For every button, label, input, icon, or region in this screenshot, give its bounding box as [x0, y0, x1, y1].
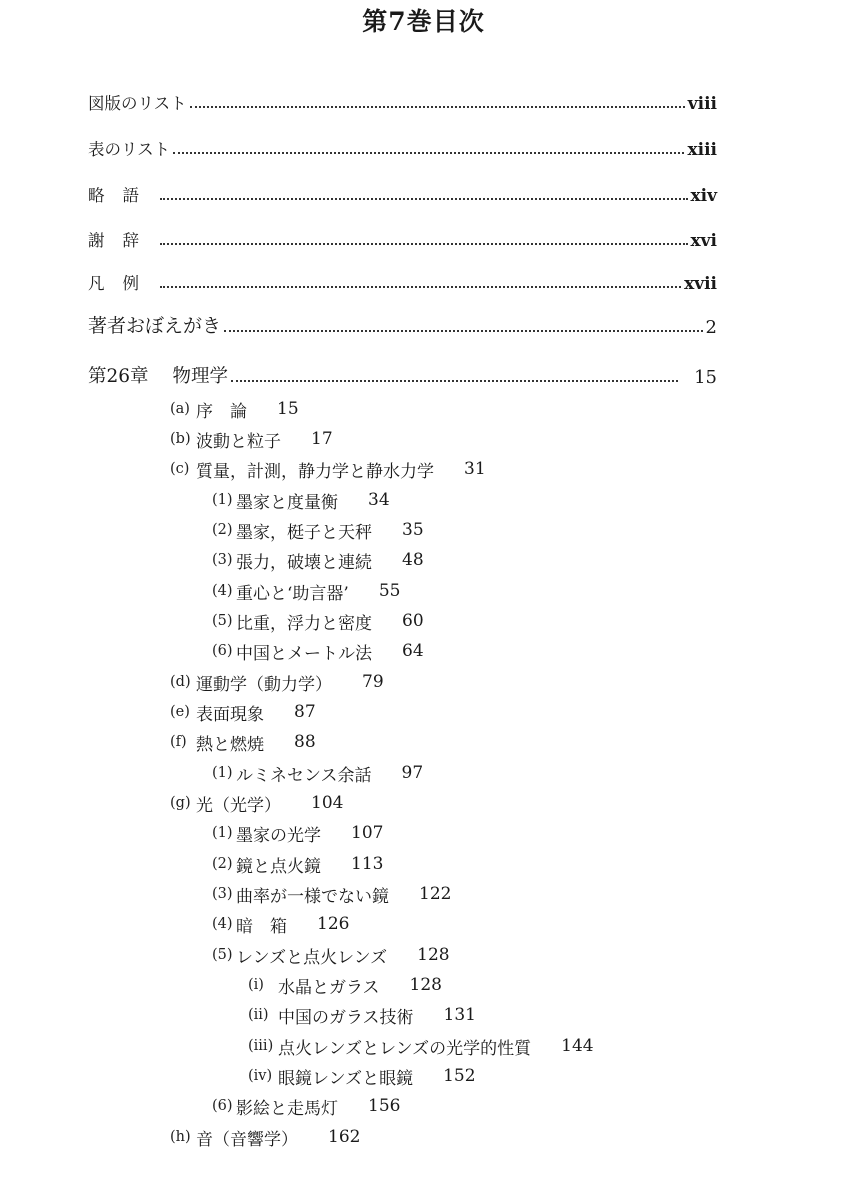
toc-entry [170, 669, 384, 695]
entry-marker: (1) [212, 492, 233, 508]
toc-entry [212, 760, 423, 786]
front-matter-label: 図版のリスト [88, 94, 187, 113]
chapter-page: 15 [694, 367, 717, 388]
toc-entry [212, 881, 451, 907]
leader-dots [173, 152, 684, 154]
toc-entry [212, 911, 349, 937]
entry-page: 35 [402, 520, 424, 540]
entry-marker: (ii) [248, 1007, 269, 1023]
entry-title: 墨家と度量衡 [236, 492, 338, 513]
entry-page: 17 [311, 429, 333, 449]
entry-marker: (2) [212, 856, 233, 872]
entry-page: 128 [417, 945, 450, 965]
entry-page: 128 [409, 975, 442, 995]
toc-entry [248, 1063, 476, 1089]
front-matter-item [88, 225, 717, 251]
toc-entry [212, 517, 424, 543]
toc-entry [248, 1002, 476, 1028]
chapter-title: 物理学 [172, 366, 229, 387]
entry-marker: (f) [170, 734, 187, 750]
entry-marker: (2) [212, 522, 233, 538]
entry-page: 79 [362, 672, 384, 692]
entry-page: 126 [317, 914, 350, 934]
entry-marker: (c) [170, 461, 190, 477]
chapter-number: 第26章 [88, 366, 149, 387]
toc-entry [170, 456, 486, 482]
entry-page: 156 [368, 1096, 401, 1116]
entry-page: 162 [328, 1127, 361, 1147]
leader-dots [160, 198, 688, 200]
front-matter-page: xvi [690, 231, 717, 251]
toc-entry [170, 699, 316, 725]
entry-title: 比重，浮力と密度 [236, 613, 372, 634]
entry-page: 60 [402, 611, 424, 631]
entry-marker: (3) [212, 886, 233, 902]
entry-page: 55 [378, 581, 401, 601]
entry-marker: (6) [212, 643, 233, 659]
front-matter-label: 謝辞 [88, 231, 157, 250]
front-matter-item [88, 134, 717, 160]
entry-title: 表面現象 [196, 704, 264, 725]
entry-page: 144 [561, 1036, 594, 1056]
entry-title: 眼鏡レンズと眼鏡 [278, 1068, 414, 1089]
entry-title: 光（光学） [196, 795, 281, 816]
entry-page: 113 [351, 854, 384, 874]
entry-page: 87 [294, 702, 316, 722]
toc-entry [212, 942, 450, 968]
toc-entry [212, 638, 424, 664]
entry-marker: (b) [170, 431, 191, 447]
entry-page: 122 [419, 884, 452, 904]
entry-title: 中国のガラス技術 [278, 1007, 414, 1028]
front-matter-item [88, 88, 717, 114]
front-matter-page: xvii [684, 274, 717, 294]
front-matter-item [88, 180, 717, 206]
front-matter-page: xiii [687, 140, 717, 160]
toc-entry [212, 1093, 400, 1119]
entry-page: 107 [351, 823, 384, 843]
entry-title: 影絵と走馬灯 [236, 1098, 338, 1119]
toc-entry [212, 578, 400, 604]
front-matter-label: 著者おぼえがき [88, 315, 222, 337]
leader-dots [160, 286, 681, 288]
entry-title: レンズと点火レンズ [236, 947, 388, 968]
toc-entry [248, 972, 442, 998]
entry-marker: (5) [212, 947, 233, 963]
toc-entry [170, 426, 333, 452]
leader-dots [160, 243, 688, 245]
entry-marker: (iii) [248, 1038, 274, 1054]
toc-entry [170, 729, 316, 755]
entry-title: ルミネセンス余話 [236, 765, 372, 786]
entry-title: 鏡と点火鏡 [236, 856, 321, 877]
front-matter-label: 表のリスト [88, 140, 171, 159]
entry-page: 48 [402, 550, 424, 570]
entry-page: 31 [464, 459, 486, 479]
entry-marker: (iv) [248, 1068, 273, 1084]
front-matter-label: 凡例 [88, 274, 157, 293]
entry-marker: (g) [170, 795, 191, 811]
entry-marker: (a) [170, 401, 190, 417]
toc-entry [170, 396, 299, 422]
front-matter-page: 2 [705, 317, 717, 338]
entry-title: 中国とメートル法 [236, 643, 372, 664]
front-matter-item [88, 268, 717, 294]
entry-marker: (3) [212, 552, 233, 568]
entry-page: 131 [443, 1005, 476, 1025]
toc-entry [170, 790, 343, 816]
toc-entry [248, 1033, 594, 1059]
entry-page: 15 [277, 399, 299, 419]
entry-marker: (1) [212, 765, 233, 781]
entry-title: 運動学（動力学） [196, 674, 332, 695]
entry-title: 波動と粒子 [196, 431, 281, 452]
entry-page: 97 [401, 763, 424, 783]
toc-entry [212, 487, 390, 513]
entry-title: 質量，計測，静力学と静水力学 [196, 461, 434, 482]
entry-marker: (d) [170, 674, 191, 690]
front-matter-page: xiv [690, 186, 717, 206]
leader-dots [190, 106, 685, 108]
entry-title: 張力，破壊と連続 [236, 552, 372, 573]
entry-marker: (i) [248, 977, 264, 993]
entry-marker: (h) [170, 1129, 191, 1145]
leader-dots [231, 380, 678, 382]
entry-title: 暗 箱 [236, 916, 287, 937]
entry-title: 点火レンズとレンズの光学的性質 [278, 1038, 532, 1059]
entry-page: 34 [368, 490, 390, 510]
entry-title: 墨家，梃子と天秤 [236, 522, 372, 543]
entry-page: 88 [294, 732, 316, 752]
entry-marker: (1) [212, 825, 233, 841]
entry-title: 重心と‘助言器’ [236, 583, 349, 604]
entry-title: 熱と燃焼 [196, 734, 264, 755]
entry-marker: (e) [170, 704, 190, 720]
entry-title: 墨家の光学 [236, 825, 321, 846]
toc-entry [170, 1124, 360, 1150]
front-matter-item [88, 312, 717, 338]
page-title: 第7巻目次 [362, 7, 485, 36]
toc-entry [212, 851, 383, 877]
entry-marker: (6) [212, 1098, 233, 1114]
entry-title: 音（音響学） [196, 1129, 298, 1150]
entry-title: 水晶とガラス [278, 977, 380, 998]
toc-entry [212, 820, 383, 846]
entry-marker: (5) [212, 613, 233, 629]
entry-title: 序 論 [196, 401, 247, 422]
front-matter-label: 略語 [88, 186, 157, 205]
leader-dots [224, 330, 703, 332]
front-matter-page: viii [687, 94, 717, 114]
toc-entry [212, 547, 424, 573]
entry-page: 64 [402, 641, 424, 661]
entry-marker: (4) [212, 916, 233, 932]
entry-marker: (4) [212, 583, 233, 599]
entry-title: 曲率が一様でない鏡 [236, 886, 389, 907]
entry-page: 152 [443, 1066, 476, 1086]
chapter-heading [88, 360, 717, 388]
toc-entry [212, 608, 424, 634]
entry-page: 104 [311, 793, 344, 813]
